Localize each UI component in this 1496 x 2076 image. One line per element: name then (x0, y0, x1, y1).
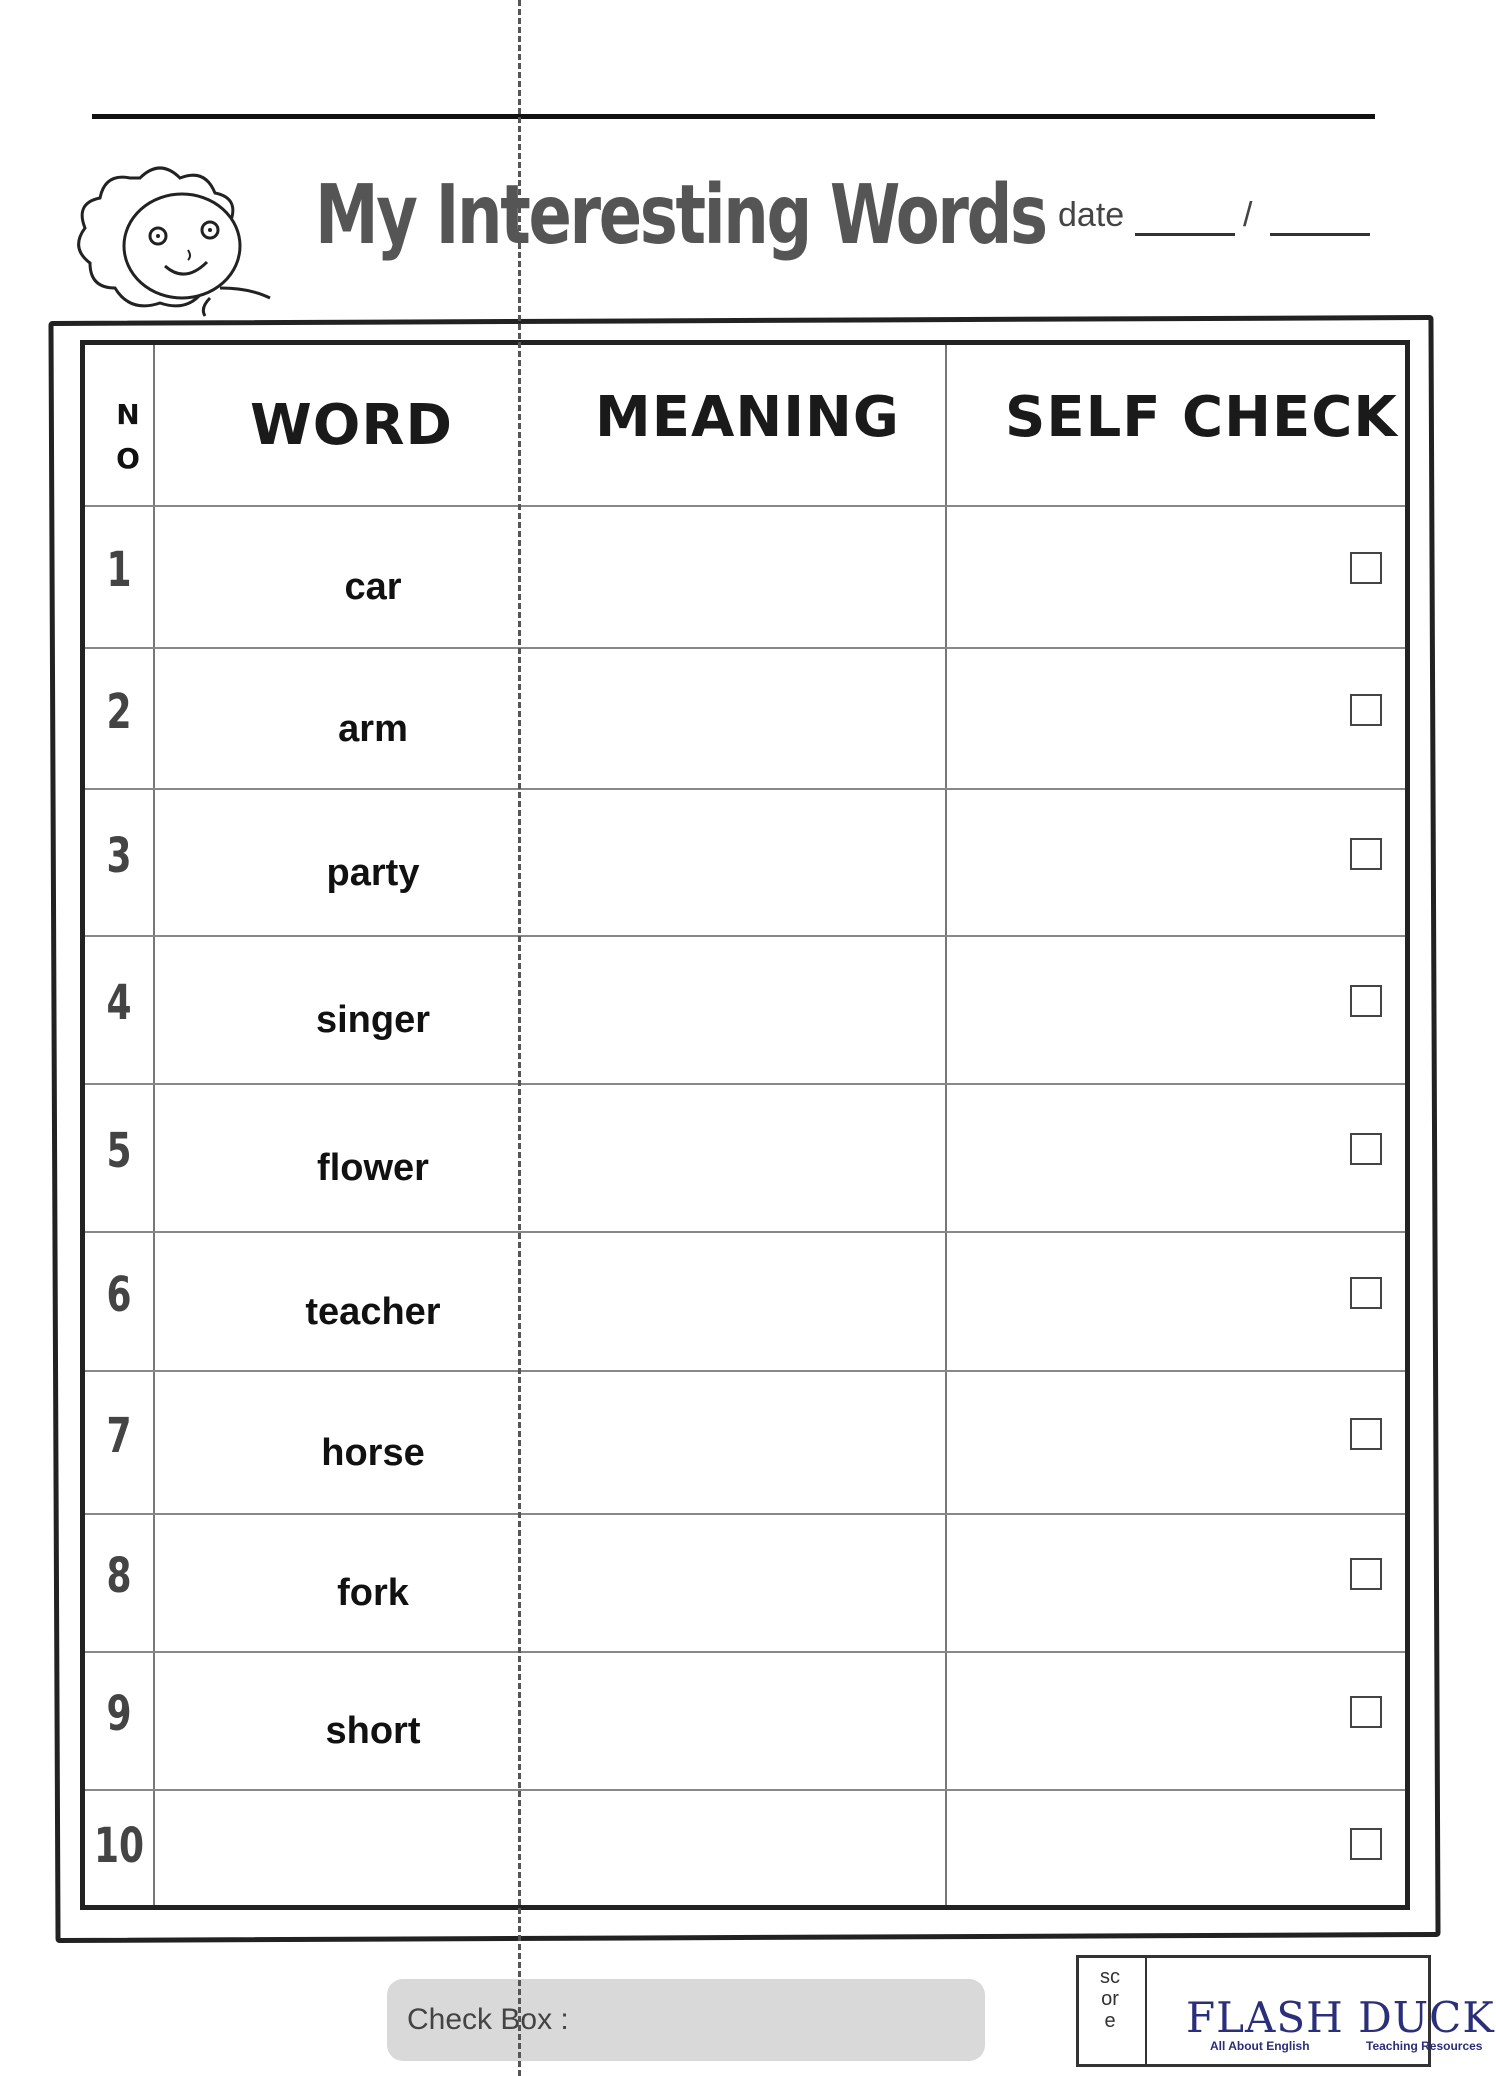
table-row (85, 1370, 1405, 1513)
row-number: 7 (106, 1407, 132, 1464)
table-row (85, 1789, 1405, 1915)
row-divider (85, 647, 1405, 649)
vocab-word: teacher (305, 1290, 441, 1333)
row-divider (85, 1789, 1405, 1791)
self-check-checkbox[interactable] (1350, 1558, 1382, 1590)
score-label: score (1100, 1966, 1120, 2032)
boy-mascot-icon (70, 138, 290, 318)
row-divider (85, 1370, 1405, 1372)
vocab-word: arm (338, 707, 408, 750)
date-separator: / (1243, 196, 1253, 234)
table-row (85, 935, 1405, 1083)
row-divider (85, 935, 1405, 937)
row-divider (85, 1083, 1405, 1085)
self-check-checkbox[interactable] (1350, 985, 1382, 1017)
table-row (85, 505, 1405, 647)
column-header-meaning: MEANING (595, 385, 900, 450)
logo-tagline-right: Teaching Resources (1366, 2039, 1483, 2053)
row-number: 3 (106, 827, 132, 884)
row-divider (85, 788, 1405, 790)
table-row (85, 1513, 1405, 1651)
self-check-checkbox[interactable] (1350, 552, 1382, 584)
self-check-checkbox[interactable] (1350, 838, 1382, 870)
logo-tagline-left: All About English (1210, 2039, 1310, 2053)
check-box-field[interactable] (387, 1979, 985, 2061)
row-number: 5 (106, 1123, 132, 1179)
column-header-word: WORD (250, 393, 453, 458)
column-header-no-label: N O (116, 398, 140, 475)
self-check-checkbox[interactable] (1350, 1418, 1382, 1450)
table-row (85, 647, 1405, 788)
row-number: 10 (93, 1818, 145, 1874)
row-number: 6 (106, 1266, 132, 1323)
self-check-checkbox[interactable] (1350, 1133, 1382, 1165)
row-divider (85, 1513, 1405, 1515)
vocab-word: singer (315, 999, 431, 1041)
vocab-word: fork (337, 1572, 409, 1614)
self-check-checkbox[interactable] (1350, 1696, 1382, 1728)
row-number: 2 (106, 683, 132, 740)
table-row (85, 788, 1405, 935)
row-number: 8 (106, 1548, 132, 1604)
vocabulary-table (80, 340, 1410, 1910)
vocab-word: short (325, 1710, 421, 1752)
date-day-field[interactable] (1270, 233, 1370, 236)
logo-name: FLASH DUCK (1186, 1993, 1495, 2042)
table-row (85, 1231, 1405, 1370)
vocab-word: horse (321, 1431, 425, 1474)
top-rule (92, 114, 1375, 119)
row-number: 4 (106, 975, 132, 1031)
score-label-column (1079, 1958, 1147, 2064)
vocab-word: car (344, 566, 402, 608)
flashduck-logo (1186, 1993, 1495, 2063)
worksheet-title: My Interesting Words (315, 168, 1046, 263)
self-check-checkbox[interactable] (1350, 694, 1382, 726)
row-divider (85, 1231, 1405, 1233)
table-row (85, 1083, 1405, 1231)
date-label: date (1058, 196, 1125, 234)
fold-guide-line (518, 0, 521, 2076)
self-check-checkbox[interactable] (1350, 1277, 1382, 1309)
self-check-checkbox[interactable] (1350, 1828, 1382, 1860)
column-header-no (113, 393, 143, 481)
row-number: 1 (106, 542, 132, 598)
column-header-self-check: SELF CHECK (1005, 385, 1398, 450)
row-number: 9 (106, 1686, 132, 1742)
vocab-word: flower (317, 1147, 429, 1189)
vocab-word: party (326, 851, 420, 894)
row-divider (85, 1651, 1405, 1653)
date-month-field[interactable] (1135, 233, 1235, 236)
table-row (85, 1651, 1405, 1789)
check-box-label: Check Box : (407, 2003, 569, 2036)
